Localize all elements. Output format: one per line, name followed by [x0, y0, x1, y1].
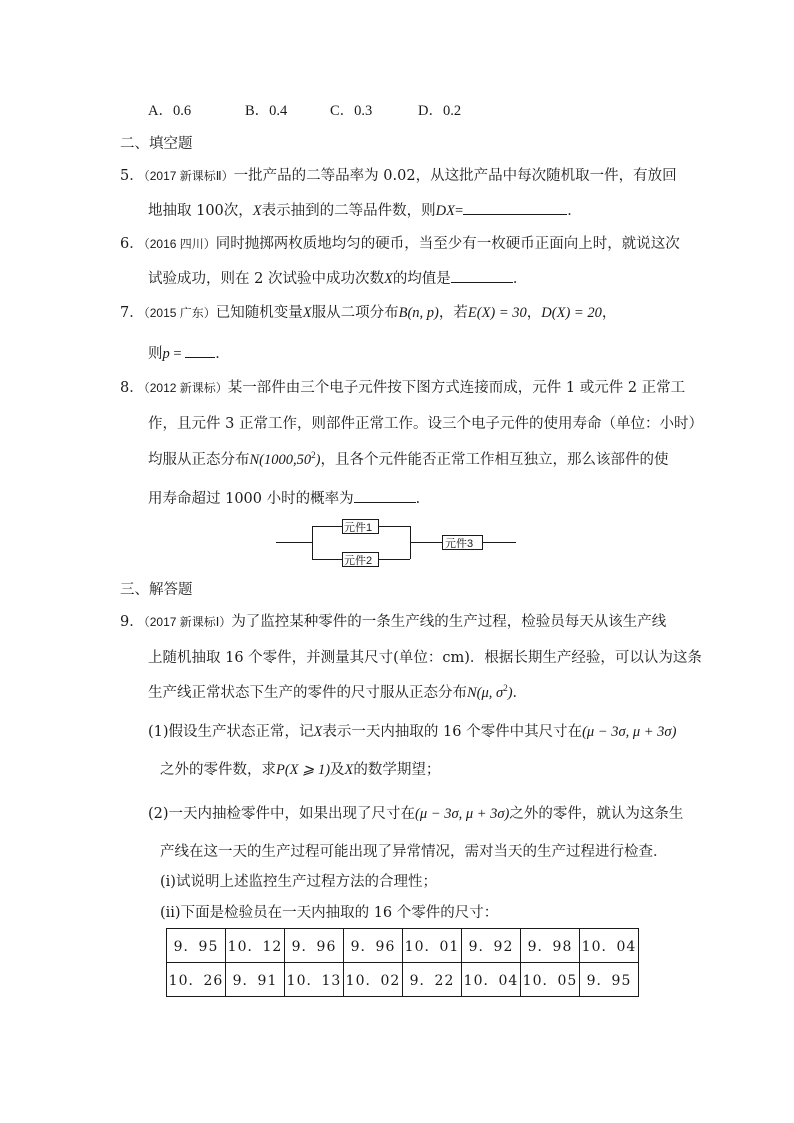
table-cell: 9．96 — [285, 929, 344, 963]
question-text: 的均值是 — [392, 271, 451, 287]
question-8-line-4 — [148, 488, 430, 509]
punct: ． — [512, 271, 528, 287]
answer-blank[interactable] — [451, 268, 513, 283]
question-number: 7． — [120, 305, 144, 321]
math-exponent: 2 — [311, 450, 316, 461]
part-2-line-2: 产线在这一天的生产过程可能出现了异常情况，需对当天的生产过程进行检查． — [160, 844, 668, 860]
table-cell: 9．91 — [226, 963, 285, 997]
punct: ． — [567, 203, 582, 219]
math-expr: N(1000,50 — [249, 452, 312, 468]
question-text: (1)假设生产状态正常，记 — [148, 724, 314, 740]
table-cell: 10．04 — [580, 929, 639, 963]
math-var: X — [252, 203, 262, 219]
question-source: （2017 新课标Ⅱ） — [143, 169, 234, 183]
question-text: ，若 — [438, 305, 468, 321]
math-expr: (μ − 3σ, μ + 3σ) — [415, 806, 510, 822]
table-cell: 9．95 — [580, 963, 639, 997]
math-var: p — [162, 346, 170, 362]
table-cell: 9．95 — [167, 929, 226, 963]
part-2-line-1 — [148, 804, 683, 824]
circuit-diagram — [276, 518, 522, 568]
question-9-line-3 — [148, 683, 527, 703]
question-6-line-1 — [120, 234, 680, 254]
math-expr: P(X ⩾ 1) — [276, 762, 331, 778]
question-text: 试验成功，则在 2 次试验中成功次数 — [148, 271, 384, 287]
table-cell: 9．96 — [344, 929, 403, 963]
component-3-label: 元件3 — [445, 538, 474, 550]
question-text: 均服从正态分布 — [148, 452, 250, 468]
part-2-ii: (ⅱ)下面是检验员在一天内抽取的 16 个零件的尺寸： — [160, 905, 499, 921]
punct: ． — [512, 685, 528, 701]
section-title-fill-in: 二、填空题 — [120, 136, 193, 152]
question-text: 之外的零件，就认为这条生 — [509, 806, 684, 822]
question-source: （2012 新课标） — [143, 381, 228, 395]
question-number: 5． — [120, 168, 144, 184]
math-var: X — [302, 305, 312, 321]
math-expr: N(μ, σ — [467, 685, 504, 701]
table-cell: 10．05 — [521, 963, 580, 997]
question-5-line-1 — [120, 166, 677, 186]
punct: ， — [526, 305, 542, 321]
question-8-line-3 — [148, 450, 668, 470]
question-text: 生产线正常状态下生产的零件的尺寸服从正态分布 — [148, 685, 467, 701]
question-text: 一批产品的二等品率为 0.02，从这批产品中每次随机取一件，有放回 — [233, 168, 677, 184]
question-text: 表示一天内抽取的 16 个零件中其尺寸在 — [322, 724, 583, 740]
part-1-line-1 — [148, 722, 676, 742]
punct: ． — [215, 346, 230, 362]
math-var: X — [344, 762, 354, 778]
question-text: 则 — [148, 346, 163, 362]
math-var: X — [313, 724, 323, 740]
question-source: （2017 新课标Ⅰ） — [143, 615, 232, 629]
question-text: (2)一天内抽检零件中，如果出现了尺寸在 — [148, 806, 416, 822]
question-text: 表示抽到的二等品件数，则 — [261, 203, 436, 219]
section-title-answer: 三、解答题 — [120, 582, 193, 598]
table-cell: 9．22 — [403, 963, 462, 997]
answer-blank[interactable] — [463, 200, 567, 215]
measurements-table — [166, 928, 639, 997]
question-text: ，且各个元件能否正常工作相互独立，那么该部件的使 — [320, 452, 669, 468]
table-cell: 10．13 — [285, 963, 344, 997]
table-cell: 9．98 — [521, 929, 580, 963]
table-cell: 9．92 — [462, 929, 521, 963]
math-exponent: 2 — [503, 683, 508, 694]
question-8-line-2: 作，且元件 3 正常工作，则部件正常工作。设三个电子元件的使用寿命（单位：小时） — [148, 416, 703, 432]
choice-d: D．0.2 — [418, 103, 462, 119]
answer-blank[interactable] — [354, 488, 416, 503]
question-source: （2016 四川） — [143, 237, 216, 251]
math-var: X — [383, 271, 393, 287]
math-expr: ) — [315, 452, 321, 468]
component-2-label: 元件2 — [344, 555, 373, 567]
table-row — [167, 963, 639, 997]
punct: ． — [415, 491, 431, 507]
question-7-line-2 — [148, 343, 230, 364]
choice-c: C．0.3 — [330, 103, 373, 119]
question-9-line-1 — [120, 612, 666, 632]
punct: ， — [601, 305, 617, 321]
part-1-line-2 — [160, 760, 440, 780]
question-text: 及 — [330, 762, 345, 778]
table-cell: 10．12 — [226, 929, 285, 963]
question-6-line-2 — [148, 268, 527, 289]
table-row — [167, 929, 639, 963]
math-expr: (μ − 3σ, μ + 3σ) — [582, 724, 677, 740]
table-cell: 10．02 — [344, 963, 403, 997]
component-1-label: 元件1 — [344, 522, 373, 534]
question-7-line-1 — [120, 303, 616, 323]
math-expr: D(X) = 20 — [541, 305, 602, 321]
answer-blank[interactable] — [185, 343, 215, 358]
question-text: 之外的零件数，求 — [160, 762, 276, 778]
question-text: 用寿命超过 1000 小时的概率为 — [148, 491, 354, 507]
question-8-line-1 — [120, 378, 685, 398]
choice-a: A．0.6 — [148, 103, 192, 119]
question-text: 某一部件由三个电子元件按下图方式连接而成，元件 1 或元件 2 正常工 — [227, 380, 686, 396]
question-number: 8． — [120, 380, 144, 396]
table-cell: 10．01 — [403, 929, 462, 963]
question-number: 9． — [120, 614, 144, 630]
math-op: = — [455, 203, 464, 219]
question-9-line-2: 上随机抽取 16 个零件，并测量其尺寸(单位：cm)．根据长期生产经验，可以认为这条 — [148, 650, 702, 666]
math-expr: E(X) = 30 — [467, 305, 527, 321]
math-op: = — [169, 346, 186, 362]
question-text: 已知随机变量 — [215, 305, 303, 321]
question-text: 服从二项分布 — [311, 305, 399, 321]
question-number: 6． — [120, 236, 144, 252]
question-5-line-2 — [148, 200, 582, 221]
math-expr: B(n, p) — [398, 305, 439, 321]
question-text: 的数学期望； — [353, 762, 441, 778]
table-cell: 10．26 — [167, 963, 226, 997]
table-cell: 10．04 — [462, 963, 521, 997]
part-2-i: (ⅰ)试说明上述监控生产过程方法的合理性； — [160, 874, 437, 890]
math-expr: ) — [507, 685, 513, 701]
question-text: 同时抛掷两枚质地均匀的硬币，当至少有一枚硬币正面向上时，就说这次 — [215, 236, 680, 252]
choice-b: B．0.4 — [245, 103, 288, 119]
math-expr: DX — [435, 203, 455, 219]
question-text: 地抽取 100次， — [148, 203, 253, 219]
question-text: 为了监控某种零件的一条生产线的生产过程，检验员每天从该生产线 — [231, 614, 667, 630]
question-source: （2015 广东） — [143, 306, 216, 320]
